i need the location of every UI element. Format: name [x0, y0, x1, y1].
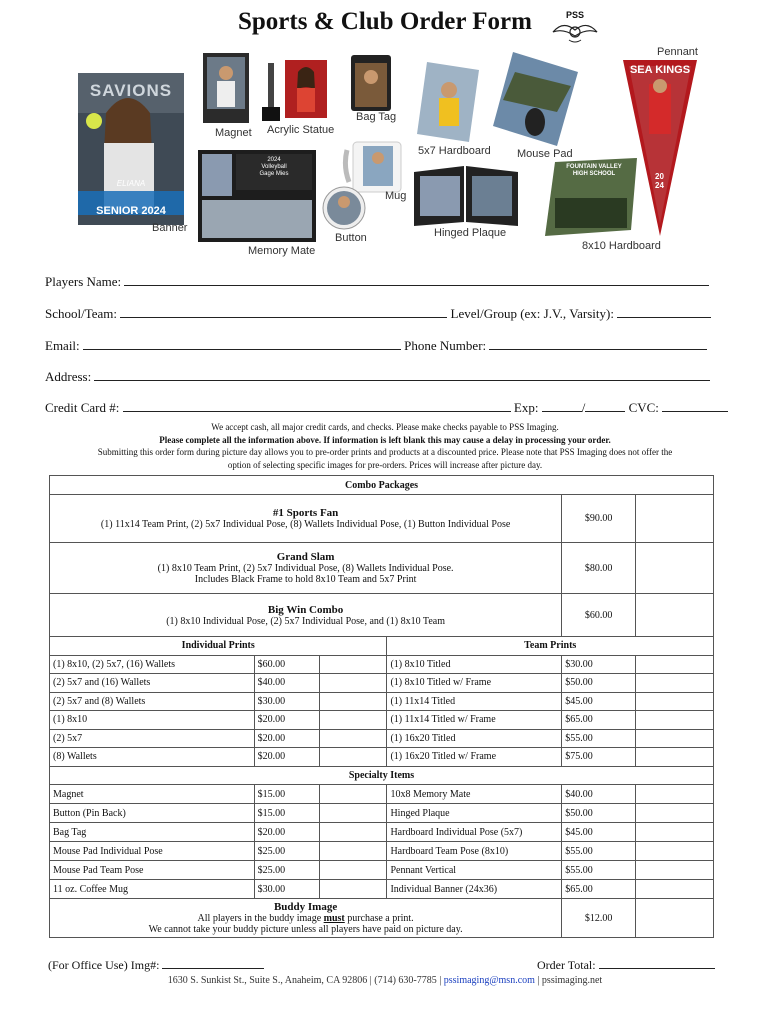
prints-row [50, 692, 714, 711]
team-print-price: $45.00 [562, 692, 636, 711]
specialty-price: $15.00 [254, 804, 319, 823]
address-row [45, 368, 710, 385]
banner-label: Banner [152, 222, 188, 234]
complete-info-note: Please complete all the information above. If information is left blank this may cause a delay in processing your order. [159, 434, 611, 445]
exp-year-field[interactable] [585, 399, 625, 412]
pennant-year-text: 2024 [655, 172, 664, 190]
prints-row [50, 748, 714, 767]
logo-text: PSS [565, 10, 584, 20]
order-total [537, 956, 715, 973]
memory-mate-caption [236, 157, 312, 178]
specialty-item: Hardboard Individual Pose (5x7) [387, 823, 562, 842]
level-group-field[interactable] [617, 305, 711, 318]
pennant-label: Pennant [657, 46, 698, 58]
combo-row [50, 543, 714, 594]
team-print-price: $65.00 [562, 711, 636, 730]
buddy-line2: We cannot take your buddy picture unless all players have paid on picture day. [148, 924, 463, 935]
specialty-qty[interactable] [319, 861, 387, 880]
individual-print-qty[interactable] [319, 692, 387, 711]
combo-desc-line: Includes Black Frame to hold 8x10 Team and 5x7 Print [194, 574, 417, 585]
order-notes [50, 421, 720, 471]
players-name-label: Players Name: [45, 274, 122, 289]
specialty-item: Bag Tag [50, 823, 255, 842]
button-image [322, 186, 366, 230]
cvc-label: CVC: [628, 400, 659, 415]
combo-title: #1 Sports Fan [272, 507, 339, 519]
specialty-qty[interactable] [319, 842, 387, 861]
individual-print-item: (1) 8x10 [50, 711, 255, 730]
email-phone-row [45, 337, 707, 354]
team-print-qty[interactable] [636, 729, 714, 748]
mug-label: Mug [385, 190, 407, 202]
banner-name-text: ELIANA [116, 179, 146, 188]
individual-print-price: $40.00 [254, 674, 319, 693]
specialty-price: $55.00 [562, 861, 636, 880]
specialty-header: Specialty Items [50, 766, 714, 785]
specialty-qty[interactable] [319, 880, 387, 899]
individual-print-qty[interactable] [319, 655, 387, 674]
phone-field[interactable] [489, 337, 707, 350]
specialty-item: 10x8 Memory Mate [387, 785, 562, 804]
memory-mate-product [198, 150, 316, 242]
team-print-price: $55.00 [562, 729, 636, 748]
magnet-label: Magnet [215, 127, 252, 139]
hardboard-5x7-image [417, 62, 479, 142]
combo-price: $80.00 [562, 543, 636, 594]
credit-card-label: Credit Card #: [45, 400, 120, 415]
combo-row [50, 495, 714, 543]
acrylic-statue-image [262, 63, 280, 121]
wings-icon [549, 10, 601, 46]
individual-print-qty[interactable] [319, 711, 387, 730]
combo-desc [50, 543, 562, 594]
buddy-row [50, 899, 714, 938]
phone-label: Phone Number: [404, 338, 487, 353]
memory-mate-player: Gage Mies [259, 171, 289, 177]
combo-title: Grand Slam [276, 551, 335, 563]
hardboard-8x10-label: 8x10 Hardboard [582, 240, 661, 252]
team-print-item: (1) 16x20 Titled [387, 729, 562, 748]
hardboard-5x7-product [417, 62, 479, 142]
office-img-field[interactable] [162, 956, 264, 969]
school-team-row [45, 305, 711, 322]
specialty-body [50, 785, 714, 899]
team-print-qty[interactable] [636, 655, 714, 674]
magnet-image [203, 53, 249, 123]
individual-print-qty[interactable] [319, 674, 387, 693]
mouse-pad-label: Mouse Pad [517, 148, 573, 160]
preorder-note: Submitting this order form during picture day allows you to pre-order prints and products at a discounted price. Please note that PSS Imaging does not offer the [97, 447, 673, 457]
address-field[interactable] [94, 368, 710, 381]
individual-prints-header: Individual Prints [50, 637, 387, 656]
team-print-item: (1) 11x14 Titled [387, 692, 562, 711]
hardboard-5x7-label: 5x7 Hardboard [418, 145, 491, 157]
specialty-qty[interactable] [636, 804, 714, 823]
mouse-pad-image [493, 52, 578, 146]
bag-tag-product [351, 55, 391, 111]
specialty-header-row [50, 766, 714, 785]
specialty-price: $30.00 [254, 880, 319, 899]
prints-row [50, 729, 714, 748]
banner-year-text: SENIOR 2024 [96, 205, 166, 217]
buddy-line1 [53, 913, 558, 924]
team-print-item: (1) 11x14 Titled w/ Frame [387, 711, 562, 730]
acrylic-card-product [285, 60, 327, 118]
specialty-row [50, 785, 714, 804]
button-label: Button [335, 232, 367, 244]
team-print-qty[interactable] [636, 674, 714, 693]
specialty-item: Individual Banner (24x36) [387, 880, 562, 899]
specialty-price: $20.00 [254, 823, 319, 842]
individual-print-item: (2) 5x7 and (16) Wallets [50, 674, 255, 693]
bag-tag-label: Bag Tag [356, 111, 397, 123]
players-name-row [45, 273, 709, 290]
exp-month-field[interactable] [542, 399, 582, 412]
prints-row [50, 711, 714, 730]
specialty-item: 11 oz. Coffee Mug [50, 880, 255, 899]
prints-body [50, 655, 714, 766]
individual-print-qty[interactable] [319, 729, 387, 748]
team-print-item: (1) 16x20 Titled w/ Frame [387, 748, 562, 767]
specialty-price: $15.00 [254, 785, 319, 804]
office-use [48, 956, 264, 973]
combo-title: Big Win Combo [267, 603, 344, 616]
specialty-row [50, 842, 714, 861]
specialty-price: $45.00 [562, 823, 636, 842]
specialty-item: Mouse Pad Team Pose [50, 861, 255, 880]
players-name-field[interactable] [124, 273, 709, 286]
individual-print-qty[interactable] [319, 748, 387, 767]
exp-separator: / [581, 400, 586, 415]
level-group-label: Level/Group (ex: J.V., Varsity): [450, 306, 614, 321]
combo-header-row [50, 476, 714, 495]
page-title: Sports & Club Order Form [238, 8, 532, 35]
specialty-row [50, 804, 714, 823]
specialty-qty[interactable] [319, 804, 387, 823]
memory-mate-year: 2024 [267, 157, 281, 163]
order-table [49, 475, 714, 938]
specialty-row [50, 861, 714, 880]
specialty-item: Hardboard Team Pose (8x10) [387, 842, 562, 861]
prints-row [50, 674, 714, 693]
website-text: | pssimaging.net [534, 975, 603, 986]
specialty-price: $55.00 [562, 842, 636, 861]
cvc-field[interactable] [662, 399, 728, 412]
button-product [322, 186, 366, 230]
address-text: 1630 S. Sunkist St., Suite S., Anaheim, CA 92806 | (714) 630-7785 | [167, 975, 444, 986]
team-print-item: (1) 8x10 Titled w/ Frame [387, 674, 562, 693]
combo-desc [50, 495, 562, 543]
credit-card-field[interactable] [123, 399, 511, 412]
prints-row [50, 655, 714, 674]
payment-note: We accept cash, all major credit cards, and checks. Please make checks payable to PSS Imaging. [211, 422, 559, 432]
combo-price: $90.00 [562, 495, 636, 543]
specialty-price: $65.00 [562, 880, 636, 899]
combo-desc [50, 594, 562, 637]
combo-qty-cell[interactable] [636, 594, 714, 637]
school-team-field[interactable] [120, 305, 447, 318]
specialty-price: $50.00 [562, 804, 636, 823]
individual-print-price: $20.00 [254, 748, 319, 767]
specialty-item: Pennant Vertical [387, 861, 562, 880]
specialty-price: $25.00 [254, 842, 319, 861]
mouse-pad-product [493, 52, 578, 146]
team-print-price: $30.00 [562, 655, 636, 674]
team-prints-header: Team Prints [387, 637, 714, 656]
pss-logo [549, 10, 601, 46]
team-print-price: $75.00 [562, 748, 636, 767]
hardboard-8x10-subtitle: HIGH SCHOOL [572, 171, 616, 177]
team-print-qty[interactable] [636, 748, 714, 767]
team-print-qty[interactable] [636, 692, 714, 711]
banner-product [78, 73, 184, 225]
specialty-item: Magnet [50, 785, 255, 804]
buddy-price: $12.00 [562, 899, 636, 938]
individual-print-item: (2) 5x7 [50, 729, 255, 748]
order-total-label: Order Total: [537, 958, 596, 972]
combo-qty-cell[interactable] [636, 495, 714, 543]
hinged-plaque-product [414, 166, 518, 226]
school-team-label: School/Team: [45, 306, 118, 321]
preorder-note-cont: option of selecting specific images for pre-orders. Prices will increase after picture day. [227, 459, 543, 470]
specialty-price: $40.00 [562, 785, 636, 804]
individual-print-item: (2) 5x7 and (8) Wallets [50, 692, 255, 711]
specialty-qty[interactable] [636, 861, 714, 880]
acrylic-card-image [285, 60, 327, 118]
exp-label: Exp: [513, 400, 539, 415]
specialty-item: Mouse Pad Individual Pose [50, 842, 255, 861]
magnet-product [203, 53, 249, 123]
combo-desc-line: (1) 11x14 Team Print, (2) 5x7 Individual Pose, (8) Wallets Individual Pose, (1) Button Individual Pose [100, 519, 511, 530]
hardboard-8x10-school: FOUNTAIN VALLEY [566, 164, 622, 170]
hardboard-8x10-caption [559, 164, 629, 178]
specialty-item: Hinged Plaque [387, 804, 562, 823]
buddy-qty-cell[interactable] [636, 899, 714, 938]
acrylic-statue-product [262, 63, 280, 121]
specialty-qty[interactable] [319, 823, 387, 842]
email-field[interactable] [83, 337, 401, 350]
individual-print-item: (8) Wallets [50, 748, 255, 767]
specialty-item: Button (Pin Back) [50, 804, 255, 823]
specialty-price: $25.00 [254, 861, 319, 880]
office-use-label: (For Office Use) Img#: [48, 958, 160, 972]
order-total-field[interactable] [599, 956, 715, 969]
team-print-qty[interactable] [636, 711, 714, 730]
specialty-row [50, 823, 714, 842]
address-label: Address: [45, 369, 92, 384]
individual-print-price: $20.00 [254, 729, 319, 748]
pennant-team-text: SEA KINGS [629, 64, 691, 76]
individual-print-price: $60.00 [254, 655, 319, 674]
combo-desc-line: (1) 8x10 Team Print, (2) 5x7 Individual Pose, (8) Wallets Individual Pose. [157, 563, 454, 574]
buddy-title: Buddy Image [273, 901, 338, 913]
combo-qty-cell[interactable] [636, 543, 714, 594]
specialty-qty[interactable] [636, 880, 714, 899]
hardboard-8x10-product [545, 158, 637, 236]
credit-card-row [45, 399, 728, 416]
individual-print-item: (1) 8x10, (2) 5x7, (16) Wallets [50, 655, 255, 674]
buddy-line1-emphasis: must [323, 913, 345, 924]
combo-header: Combo Packages [50, 476, 714, 495]
banner-team-text: SAVIONS [89, 81, 173, 100]
footer-address [0, 975, 770, 986]
hinged-plaque-image [414, 166, 518, 226]
specialty-qty[interactable] [319, 785, 387, 804]
buddy-line1-post: purchase a print. [344, 913, 414, 924]
combo-row [50, 594, 714, 637]
hinged-plaque-label: Hinged Plaque [434, 227, 507, 239]
individual-print-price: $20.00 [254, 711, 319, 730]
specialty-row [50, 880, 714, 899]
combo-desc-line: (1) 8x10 Individual Pose, (2) 5x7 Individual Pose, and (1) 8x10 Team [166, 615, 445, 627]
specialty-qty[interactable] [636, 842, 714, 861]
acrylic-statue-label: Acrylic Statue [267, 124, 335, 136]
buddy-line1-pre: All players in the buddy image [197, 913, 324, 924]
email-link[interactable]: pssimaging@msn.com [443, 975, 535, 986]
combo-price: $60.00 [562, 594, 636, 637]
specialty-qty[interactable] [636, 823, 714, 842]
team-print-item: (1) 8x10 Titled [387, 655, 562, 674]
email-label: Email: [45, 338, 80, 353]
memory-mate-sport: Volleyball [261, 164, 287, 170]
individual-print-price: $30.00 [254, 692, 319, 711]
bag-tag-image [351, 55, 391, 111]
buddy-desc [50, 899, 562, 938]
specialty-qty[interactable] [636, 785, 714, 804]
team-print-price: $50.00 [562, 674, 636, 693]
memory-mate-label: Memory Mate [248, 245, 316, 257]
prints-header-row [50, 637, 714, 656]
